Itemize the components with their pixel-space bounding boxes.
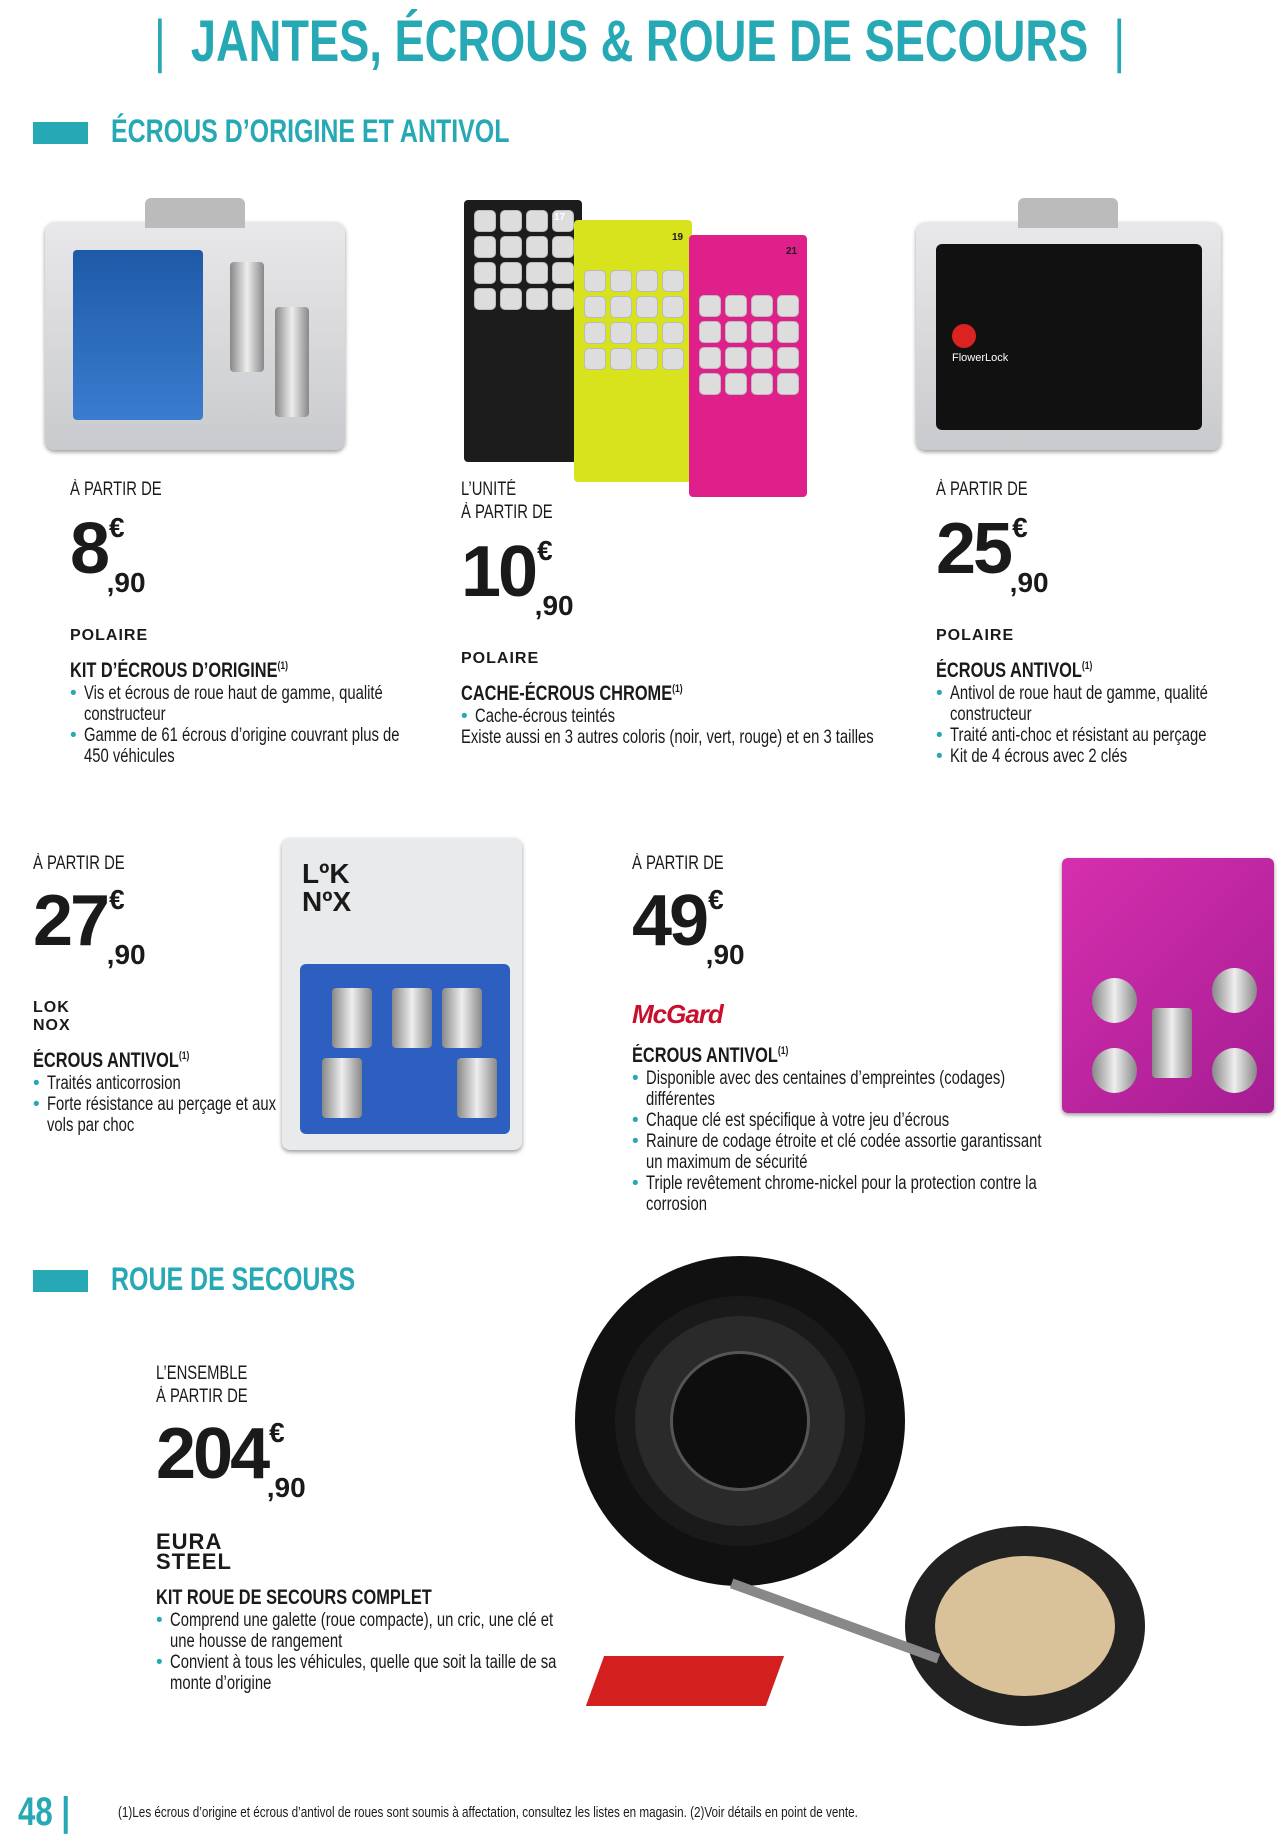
product-ecrous-antivol-polaire: À PARTIR DE 25 € ,90 POLAIRE ÉCROUS ANTIVOL$^{(1)}$ • Antivol de roue haut de gamme, qualité constructeur • Traité anti-choc et résistant au perçage • Kit de 4 écrous avec 2 clés <box>936 478 1276 767</box>
title-text: JANTES, ÉCROUS & ROUE DE SECOURS <box>191 9 1089 74</box>
page-number: 48 | <box>18 1790 71 1834</box>
section-marker <box>33 122 88 144</box>
brand-logo: LOK NOX <box>33 999 71 1034</box>
section-marker <box>33 1270 88 1292</box>
product-image-mcgard <box>1062 858 1274 1113</box>
brand-logo: EURA STEEL <box>156 1529 232 1574</box>
pack-label: FlowerLock <box>952 352 1009 364</box>
size-badge: 17 <box>554 212 566 223</box>
product-cache-ecrous: L’UNITÉ À PARTIR DE 10 € ,90 POLAIRE CACHE-ÉCROUS CHROME$^{(1)}$ • Cache-écrous teintés Existe aussi en 3 autres coloris (noir, vert, rouge) et en 3 tailles <box>461 478 901 748</box>
size-badge: 21 <box>786 246 798 257</box>
price: 8 € ,90 <box>70 509 146 598</box>
brand-logo: McGard <box>632 999 723 1029</box>
product-image-cache-ecrous <box>464 200 814 500</box>
product-roue-secours: L’ENSEMBLE À PARTIR DE 204 € ,90 EURA STEEL KIT ROUE DE SECOURS COMPLET • Comprend une galette (roue compacte), un cric, une clé et une housse de rangement • Convient à tous les véhicules, quelle que soit la taille de sa monte d’origine <box>156 1362 576 1694</box>
section-title-roue: ROUE DE SECOURS <box>111 1261 356 1297</box>
product-loknox: À PARTIR DE 27 € ,90 LOK NOX ÉCROUS ANTIVOL$^{(1)}$ • Traités anticorrosion • Forte résistance au perçage et aux vols par choc <box>33 852 293 1136</box>
brand-logo: POLAIRE <box>936 627 1015 644</box>
footnote: (1)Les écrous d’origine et écrous d’antivol de roues sont soumis à affectation, consultez les listes en magasin. (2)Voir détails en point de vente. <box>118 1804 858 1821</box>
product-kit-ecrous: À PARTIR DE 8 € ,90 POLAIRE KIT D’ÉCROUS D’ORIGINE$^{(1)}$ • Vis et écrous de roue haut de gamme, qualité constructeur • Gamme de 61 écrous d’origine couvrant plus de 450 véhicules <box>70 478 430 767</box>
section-title-ecrous: ÉCROUS D’ORIGINE ET ANTIVOL <box>111 113 510 149</box>
product-mcgard: À PARTIR DE 49 € ,90 McGard ÉCROUS ANTIVOL$^{(1)}$ • Disponible avec des centaines d’empreintes (codages) différentes • Chaque clé est spécifique à votre jeu d’écrous • Rainure de codage étroite et clé codée assortie garantissant un maximum de sécurité • Triple revêtement chrome-nickel pour la protection contre la corrosion <box>632 852 1052 1215</box>
product-image-flowerlock <box>916 222 1221 450</box>
brand-logo: POLAIRE <box>461 650 540 667</box>
product-image-loknox: LºK NºX <box>282 838 522 1150</box>
product-image-kit-ecrous <box>45 222 345 450</box>
brand-logo: POLAIRE <box>70 627 149 644</box>
product-image-spare-wheel-kit <box>575 1256 1155 1736</box>
size-badge: 19 <box>672 232 684 243</box>
page-title: | JANTES, ÉCROUS & ROUE DE SECOURS | <box>154 9 1126 74</box>
